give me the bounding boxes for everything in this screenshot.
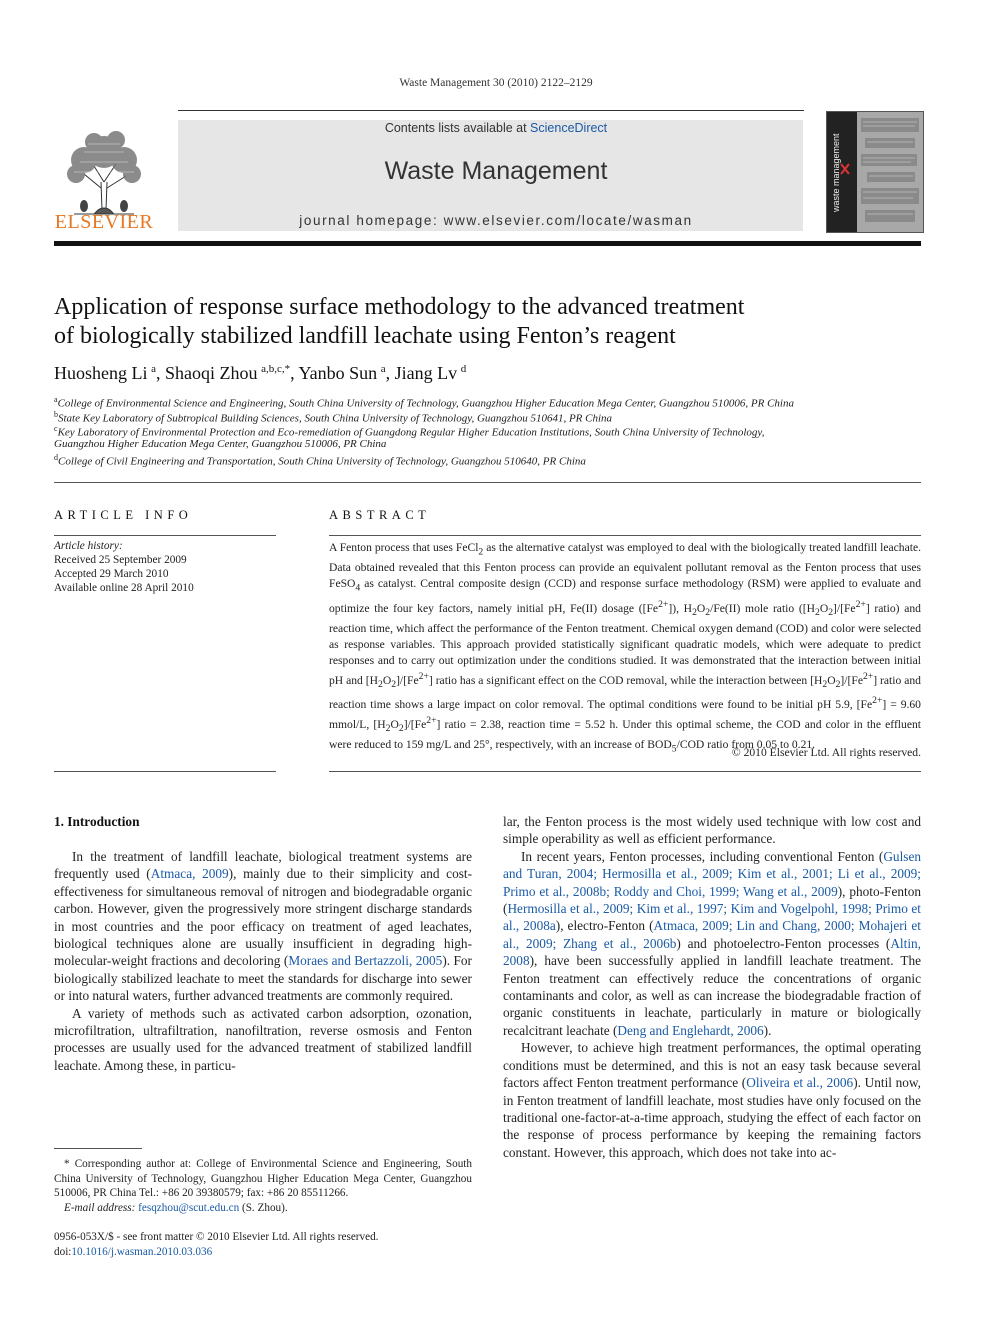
divider — [329, 535, 921, 536]
issn-line — [54, 1230, 378, 1259]
abstract-body: A Fenton process that uses FeCl$_2$ as the alternative catalyst was employed to deal with the biologically treated landfill leachate. Data obtained revealed that this Fenton process can provide an equivalent pollutant removal as the Fenton process that uses FeSO$_4$ as catalyst. Central composite design (CCD) and response surface methodology (RSM) were applied to evaluate and optimize the four key factors, namely initial pH, Fe(II) dosage $([Fe^{2+}])$, $H_2O_2/Fe(II)$ mole ratio ($[H_2O_2]/[Fe^{2+}]$ ratio) and reaction time, which affect the performance of the Fenton treatment. Chemical oxygen demand (COD) and color were selected as response variables. This approach provided statistically significant quadratic models, which were adequate to predict responses and to carry out optimization under the conditions studied. It was demonstrated that the interaction between initial pH and $[H_2O_2]/[Fe^{2+}]$ ratio has a significant effect on the COD removal, while the interaction between $[H_2O_2]/[Fe^{2+}]$ ratio and reaction time shows a large impact on color removal. The optimal conditions were found to be initial pH 5.9, $[Fe^{2+}] = 9.60$ mmol/L, $[H_2O_2]/[Fe^{2+}]$ ratio = 2.38, reaction time = 5.52 h. Under this optimal scheme, the COD and color in the effluent were reduced to 159 mg/L and 25°, respectively, with an increase of $BOD_5$/COD ratio from 0.05 to 0.21. — [329, 541, 921, 755]
history-label: Article history: — [54, 540, 123, 552]
affiliation: $^a$College of Environmental Science and Engineering, South China University of Technology, Guangzhou Higher Education Mega Center, Guangzhou 510006, PR China — [54, 395, 794, 410]
body-column-right: lar, the Fenton process is the most widely used technique with low cost and simple operability as well as efficient performance. In recent years, Fenton processes, including conventional Fenton (Gulsen and Turan, 2004; Hermosilla et al., 2009; Kim et al., 2001; Li et al., 2009; Primo et al., 2008b; Roddy and Choi, 1999; Wang et al., 2009), photo-Fenton (Hermosilla et al., 2009; Kim et al., 1997; Kim and Vogelpohl, 1998; Primo et al., 2008a), electro-Fenton (Atmaca, 2009; Lin and Chang, 2000; Mohajeri et al., 2009; Zhang et al., 2006b) and photoelectro-Fenton processes (Altin, 2008), have been successfully applied in landfill leachate treatment. The Fenton treatment can effectively reduce the concentrations of organic contaminants and color, as well as can increase the biodegradable fraction of organic constituents in leachate, particularly in mature or biologically recalcitrant leachate (Deng and Englehardt, 2006). However, to achieve high treatment performances, the optimal operating conditions must be determined, and this is not an easy task because several factors affect Fenton treatment performance (Oliveira et al., 2006). Until now, in Fenton treatment of landfill leachate, most studies have only focused on the traditional one-factor-at-a-time approach, studying the effect of each factor on the response of process performance by keeping the remaining factors constant. However, this approach, which does not take into ac- — [503, 814, 921, 1160]
cover-art-icon — [827, 112, 923, 232]
email-label: E-mail address: — [64, 1201, 136, 1214]
email-link[interactable]: fesqzhou@scut.edu.cn — [138, 1201, 240, 1214]
title-line-1: Application of response surface methodology to the advanced treatment — [54, 294, 745, 320]
publisher-logo-text: ELSEVIER — [54, 211, 154, 233]
sciencedirect-link[interactable]: ScienceDirect — [530, 121, 608, 135]
doi-line: doi:10.1016/j.wasman.2010.03.036 — [54, 1245, 213, 1258]
article-title — [54, 293, 914, 351]
header-rule — [178, 110, 804, 111]
header-thick-rule — [54, 241, 921, 246]
email-suffix: (S. Zhou). — [241, 1201, 288, 1214]
abstract-copyright: © 2010 Elsevier Ltd. All rights reserved. — [731, 746, 921, 759]
author-affil-sup: a — [151, 363, 156, 375]
doi-link[interactable]: 10.1016/j.wasman.2010.03.036 — [71, 1245, 213, 1258]
received-date: Received 25 September 2009 — [54, 554, 187, 566]
abstract-heading: ABSTRACT — [329, 508, 431, 522]
journal-cover-image — [826, 111, 924, 233]
author-affil-sup: a — [380, 363, 386, 375]
author-name[interactable]: Shaoqi Zhou — [165, 363, 258, 383]
journal-homepage[interactable]: journal homepage: www.elsevier.com/locate/wasman — [299, 213, 693, 228]
footnote: * Corresponding author at: College of Environmental Science and Engineering, South China University of Technology, Guangzhou Higher Education Mega Center, Guangzhou 510006, PR China Tel.: +86 20 39380579; fax: +86 20 85511266. E-mail address: fesqzhou@scut.edu.cn (S. Zhou). — [54, 1158, 473, 1214]
accepted-date: Accepted 29 March 2010 — [54, 568, 169, 580]
author-affil-sup: a,b,c,* — [261, 363, 291, 375]
affiliation: $^d$College of Civil Engineering and Transportation, South China University of Technology, Guangzhou 510640, PR China — [54, 453, 586, 468]
author-name[interactable]: Jiang Lv — [394, 363, 458, 383]
author-list: Huosheng Li $^a$, Shaoqi Zhou $^{a,b,c,*}$, Yanbo Sun $^a$, Jiang Lv $^d$ — [54, 363, 467, 383]
online-date: Available online 28 April 2010 — [54, 582, 194, 594]
affiliation: Guangzhou Higher Education Mega Center, Guangzhou 510006, PR China — [54, 438, 387, 450]
contents-prefix: Contents lists available at — [384, 121, 531, 135]
title-line-2: of biologically stabilized landfill leachate using Fenton’s reagent — [54, 323, 676, 349]
issn-text: 0956-053X/$ - see front matter © 2010 Elsevier Ltd. All rights reserved. — [54, 1231, 379, 1243]
journal-title: Waste Management — [384, 157, 608, 185]
divider — [54, 535, 276, 536]
divider — [54, 771, 276, 772]
article-info-heading: ARTICLE INFO — [54, 508, 193, 522]
svg-text:waste management: waste management — [831, 133, 841, 212]
affiliation: $^c$Key Laboratory of Environmental Protection and Eco-remediation of Guangdong Regular Higher Education Institutions, South China University of Technology, — [54, 424, 765, 439]
affiliation: $^b$State Key Laboratory of Subtropical Building Sciences, South China University of Technology, Guangzhou 510641, PR China — [54, 410, 613, 425]
author-name[interactable]: Huosheng Li — [54, 363, 148, 383]
footnote-rule — [54, 1148, 142, 1149]
divider — [329, 771, 921, 772]
journal-citation: Waste Management 30 (2010) 2122–2129 — [399, 77, 593, 89]
author-name[interactable]: Yanbo Sun — [298, 363, 378, 383]
body-column-left: In the treatment of landfill leachate, biological treatment systems are frequently used (Atmaca, 2009), mainly due to their simplicity and cost-effectiveness for simultaneous removal of nitrogen and biodegradable organic carbon. However, given the progressively more stringent discharge standards in most countries and the poor efficacy on treatment of aged leachates, biological techniques alone are usually insufficient in degrading high-molecular-weight fractions and decoloring (Moraes and Bertazzoli, 2005). For biologically stabilized leachate to meet the standards for discharge into sewer or into natural waters, further advanced treatments are commonly required. A variety of methods such as activated carbon adsorption, ozonation, microfiltration, ultrafiltration, nanofiltration, reverse osmosis and Fenton processes are usually used for the advanced treatment of stabilized landfill leachate. Among these, in particu- — [54, 849, 473, 1073]
section-divider — [54, 482, 921, 483]
section-heading-introduction: 1. Introduction — [54, 814, 140, 829]
author-affil-sup: d — [460, 363, 467, 375]
corresponding-author-note: Corresponding author at: College of Environmental Science and Engineering, South China University of Technology, Guangzhou Higher Education Mega Center, Guangzhou 510006, PR China Tel.: +86 20 39380579; fax: +86 20 85511266. — [54, 1158, 473, 1199]
